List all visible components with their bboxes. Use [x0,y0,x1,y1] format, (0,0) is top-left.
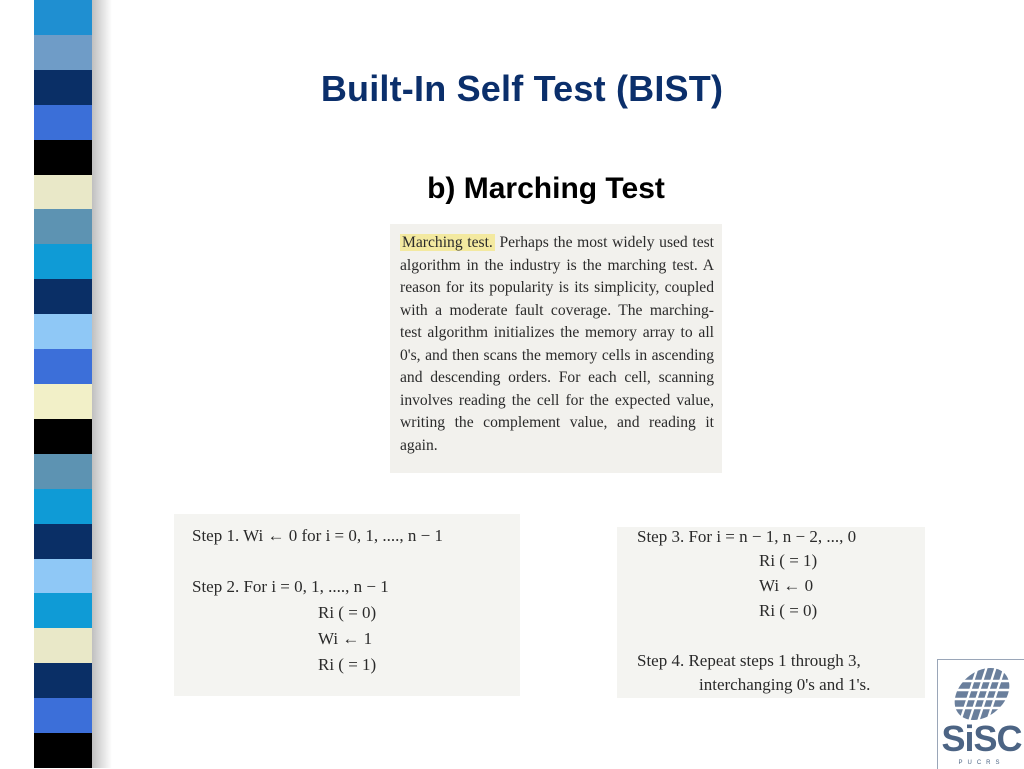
step-1: Step 1. Wi ← 0 for i = 0, 1, ...., n − 1 [192,526,443,545]
steps-right-image [617,527,925,698]
step-2: Step 2. For i = 0, 1, ...., n − 1 [192,577,389,596]
stripe-block [34,35,92,70]
step-2-read-one: Ri ( = 1) [318,655,377,674]
stripe-block [34,419,92,454]
stripe-block [34,349,92,384]
stripe-block [34,559,92,594]
stripe-block [34,663,92,698]
stripe-block [34,454,92,489]
paragraph-body [400,232,714,457]
stripe-block [34,698,92,733]
paragraph-text: Perhaps the most widely used test algorithm in the industry is the marching test. A reason for its popularity is its simplicity, coupled with a moderate fault coverage. The marching-test algorithm initializes the memory array to all 0's, and then scans the memory cells in ascending and descending orders. For each cell, scanning involves reading the cell for the expected value, writing the complement value, and reading it again. [400,234,715,454]
slide-title: Built-In Self Test (BIST) [320,68,724,109]
stripe-block [34,628,92,663]
steps-left-image [174,514,520,696]
stripe-block [34,140,92,175]
step-2-read-zero: Ri ( = 0) [318,603,377,622]
stripe-block [34,209,92,244]
stripe-block [34,733,92,768]
marching-test-paragraph-image [390,224,722,473]
step-3-read-one: Ri ( = 1) [759,551,818,570]
step-4: Step 4. Repeat steps 1 through 3, [637,651,861,670]
stripe-block [34,244,92,279]
stripe-block [34,524,92,559]
sisc-logo [937,659,1024,769]
stripe-shadow [90,0,112,768]
step-4-continuation: interchanging 0's and 1's. [699,675,871,694]
decorative-stripe [34,0,92,768]
step-3-write-zero: Wi ← 0 [759,576,814,595]
step-3-read-zero: Ri ( = 0) [759,601,818,620]
stripe-block [34,314,92,349]
stripe-block [34,384,92,419]
stripe-block [34,593,92,628]
stripe-block [34,489,92,524]
step-3: Step 3. For i = n − 1, n − 2, ..., 0 [637,527,857,546]
step-2-write-one: Wi ← 1 [318,629,373,648]
slide-subtitle: b) Marching Test [427,172,665,205]
logo-subtext: PUCRS [958,760,1005,766]
highlighted-term: Marching test. [402,234,493,251]
globe-grid-icon [938,660,1024,720]
stripe-block [34,279,92,314]
logo-wordmark: SiSC [941,718,1022,759]
stripe-block [34,0,92,35]
